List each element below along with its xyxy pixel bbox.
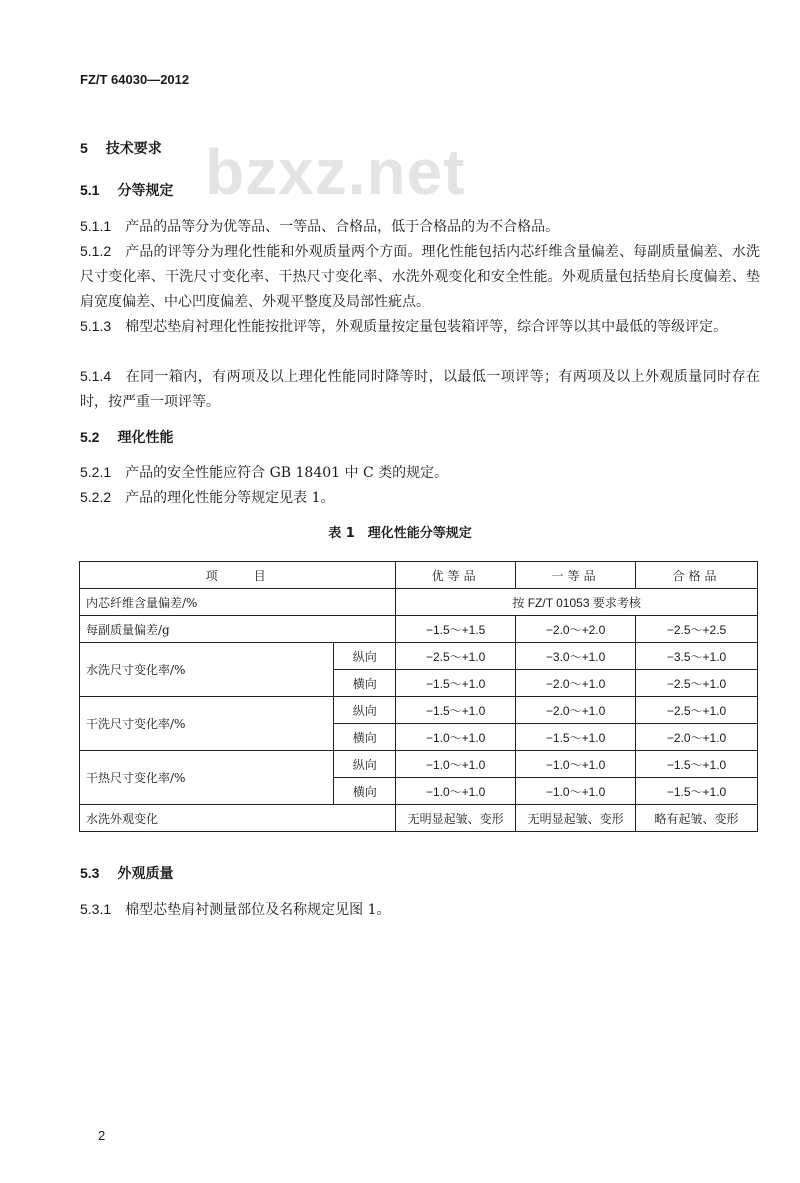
table-row: [80, 751, 758, 778]
cell-value: −1.5～+1.0: [396, 697, 516, 724]
clause-5-2-2: [80, 485, 760, 511]
clause-number: 5.1.1: [80, 218, 112, 234]
cell-value: −3.0～+1.0: [516, 643, 636, 670]
sub-label: 纵向: [334, 697, 396, 724]
section-number: 5.2: [80, 429, 100, 445]
row-label: 每副质量偏差/g: [80, 616, 396, 643]
row-label: 内芯纤维含量偏差/%: [80, 589, 396, 616]
table-caption: 表 1 理化性能分等规定: [328, 526, 472, 541]
section-title: 外观质量: [117, 866, 174, 882]
cell-value: −1.5～+1.0: [396, 670, 516, 697]
cell-value: −2.5～+1.0: [636, 697, 758, 724]
section-5-2-heading: [80, 427, 173, 447]
clause-text: 产品的安全性能应符合 GB 18401 中 C 类的规定。: [125, 465, 449, 481]
section-title: 理化性能: [117, 430, 174, 446]
table-row: [80, 697, 758, 724]
clause-text: 在同一箱内，有两项及以上理化性能同时降等时，以最低一项评等；有两项及以上外观质量同时存在时，按严重一项评等。: [80, 369, 760, 410]
clause-5-1-4: [80, 364, 760, 415]
table-header-row: [80, 562, 758, 589]
row-label: 水洗尺寸变化率/%: [80, 643, 334, 697]
header-item: 项 目: [80, 562, 396, 589]
merged-cell: 按 FZ/T 01053 要求考核: [396, 589, 758, 616]
table-row: [80, 805, 758, 832]
cell-value: −1.5～+1.5: [396, 616, 516, 643]
cell-value: −1.5～+1.0: [636, 751, 758, 778]
cell-value: −2.0～+1.0: [516, 697, 636, 724]
cell-value: −1.0～+1.0: [396, 778, 516, 805]
cell-value: 无明显起皱、变形: [396, 805, 516, 832]
cell-value: −1.0～+1.0: [516, 778, 636, 805]
sub-label: 横向: [334, 778, 396, 805]
clause-5-1-3: [80, 314, 760, 340]
clause-text: 产品的理化性能分等规定见表 1。: [125, 490, 335, 506]
sub-label: 纵向: [334, 751, 396, 778]
section-number: 5.3: [80, 865, 100, 881]
clause-text: 产品的品等分为优等品、一等品、合格品，低于合格品的为不合格品。: [125, 219, 560, 235]
cell-value: −1.0～+1.0: [516, 751, 636, 778]
cell-value: −2.0～+2.0: [516, 616, 636, 643]
clause-5-2-1: [80, 460, 760, 486]
table-row: [80, 616, 758, 643]
table-row: [80, 589, 758, 616]
watermark: bzxz.net: [205, 136, 466, 208]
header-grade-first: 一等品: [516, 562, 636, 589]
cell-value: −2.5～+1.0: [636, 670, 758, 697]
cell-value: −2.0～+1.0: [516, 670, 636, 697]
header-grade-qualified: 合格品: [636, 562, 758, 589]
cell-value: 无明显起皱、变形: [516, 805, 636, 832]
cell-value: −1.0～+1.0: [396, 751, 516, 778]
clause-5-3-1: [80, 897, 760, 923]
section-5-1-heading: [80, 180, 173, 200]
sub-label: 横向: [334, 670, 396, 697]
page-number: 2: [98, 1128, 106, 1143]
clause-text: 棉型芯垫肩衬理化性能按批评等，外观质量按定量包装箱评等，综合评等以其中最低的等级评定。: [125, 319, 728, 335]
cell-value: −1.5～+1.0: [636, 778, 758, 805]
cell-value: −2.0～+1.0: [636, 724, 758, 751]
section-5-heading: [80, 138, 162, 158]
document-code: FZ/T 64030—2012: [80, 72, 190, 87]
cell-value: −1.5～+1.0: [516, 724, 636, 751]
cell-value: −2.5～+2.5: [636, 616, 758, 643]
clause-number: 5.1.4: [80, 368, 112, 384]
clause-5-1-2: [80, 239, 760, 315]
cell-value: 略有起皱、变形: [636, 805, 758, 832]
section-number: 5.1: [80, 182, 100, 198]
clause-number: 5.2.1: [80, 464, 112, 480]
clause-number: 5.1.3: [80, 318, 112, 334]
cell-value: −3.5～+1.0: [636, 643, 758, 670]
clause-text: 产品的评等分为理化性能和外观质量两个方面。理化性能包括内芯纤维含量偏差、每副质量偏差、水洗尺寸变化率、干洗尺寸变化率、干热尺寸变化率、水洗外观变化和安全性能。外观质量包括垫肩长度偏差、垫肩宽度偏差、中心凹度偏差、外观平整度及局部性疵点。: [80, 244, 760, 310]
sub-label: 纵向: [334, 643, 396, 670]
section-title: 技术要求: [105, 141, 162, 157]
row-label: 干洗尺寸变化率/%: [80, 697, 334, 751]
sub-label: 横向: [334, 724, 396, 751]
clause-number: 5.3.1: [80, 901, 112, 917]
clause-number: 5.2.2: [80, 489, 112, 505]
cell-value: −1.0～+1.0: [396, 724, 516, 751]
clause-5-1-1: [80, 214, 760, 240]
section-title: 分等规定: [117, 183, 174, 199]
section-number: 5: [80, 140, 88, 156]
clause-number: 5.1.2: [80, 243, 112, 259]
header-grade-superior: 优等品: [396, 562, 516, 589]
row-label: 干热尺寸变化率/%: [80, 751, 334, 805]
row-label: 水洗外观变化: [80, 805, 396, 832]
table-row: [80, 643, 758, 670]
cell-value: −2.5～+1.0: [396, 643, 516, 670]
clause-text: 棉型芯垫肩衬测量部位及名称规定见图 1。: [125, 902, 391, 918]
section-5-3-heading: [80, 863, 173, 883]
grading-table: [79, 561, 758, 832]
